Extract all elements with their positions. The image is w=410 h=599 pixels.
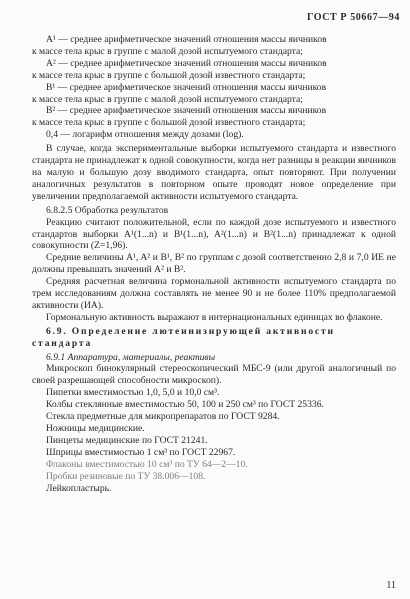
document-body [32,34,396,494]
item-vials: Флаконы вместимостью 10 см³ по ТУ 64—2—10. [46,458,248,470]
paragraph-positive-reaction: Реакцию считают положительной, если по каждой дозе испытуемого и известного стандартов выборки A¹(1...n) и B¹(1...n), A²(1...n) и B²(1...n) принадлежат к одной совокупности (Z=1,96). [32,216,396,252]
definition-b1-line1: B¹ — среднее арифметическое значений отношения массы яичников [46,81,327,93]
section-6825-heading: 6.8.2.5 Обработка результатов [46,204,169,216]
paragraph-repeat-experiment: В случае, когда экспериментальные выборки испытуемого стандарта и известного стандарта не принадлежат к одной совокупности, когда нет разницы в реакции яичников на малую и большую дозу вводимого стандарта, опыт повторяют. При получении аналогичных результатов в повторном опыте проводят новое определение при увеличении предполагаемой активности испытуемого стандарта. [32,143,396,202]
definition-log: 0,4 — логарифм отношения между дозами (log). [46,129,244,141]
paragraph-mean-values: Средние величины A¹, A² и B¹, B² по группам с дозой соответственно 2,8 и 7,0 ИЕ не должны превышать значений A² и B². [32,252,396,276]
definition-b2-line2: к массе тела крыс в группе с большой дозой известного стандарта; [32,117,306,129]
section-69-heading-cont: стандарта [32,337,93,349]
item-flasks: Колбы стеклянные вместимостью 50, 100 и 250 см³ по ГОСТ 25336. [46,399,324,411]
item-adhesive-plaster: Лейкопластырь. [46,482,112,494]
item-syringes: Шприцы вместимостью 1 см³ по ГОСТ 22967. [46,446,236,458]
section-691-heading: 6.9.1 Аппаратура, материалы, реактивы [46,351,216,363]
page-number: 11 [386,580,396,591]
item-slides: Стекла предметные для микропрепаратов по ГОСТ 9284. [46,411,280,423]
paragraph-units: Гормональную активность выражают в интернациональных единицах во флаконе. [46,311,383,323]
section-69-heading: 6.9. Определение лютеинизирующей активности [46,325,335,337]
definition-b2-line1: B² — среднее арифметическое значений отношения массы яичников [46,105,327,117]
paragraph-activity: Средняя расчетная величина гормональной активности испытуемого стандарта по трем исследованиям должна составлять не менее 90 и не более 110% предполагаемой активности (ИА). [32,276,396,311]
definition-a2-line1: A² — среднее арифметическое значений отношения массы яичников [46,57,327,69]
definition-a1-line1: A¹ — среднее арифметическое значений отношения массы яичников [46,34,327,45]
item-scissors: Ножницы медицинские. [46,423,145,434]
item-pipettes: Пипетки вместимостью 1,0, 5,0 и 10,0 см³. [46,387,220,399]
standard-header: ГОСТ Р 50667—94 [306,12,400,23]
definition-b1-line2: к массе тела крыс в группе с малой дозой испытуемого стандарта; [32,93,303,105]
item-stoppers: Пробки резиновые по ТУ 38.006—108. [46,470,206,482]
item-tweezers: Пинцеты медицинские по ГОСТ 21241. [46,434,208,446]
definition-a2-line2: к массе тела крыс в группе с большой дозой известного стандарта; [32,69,306,81]
paragraph-microscope: Микроскоп бинокулярный стереоскопический МБС-9 (или другой аналогичный по своей разрешающей способности микроскоп). [32,363,396,387]
definition-a1-line2: к массе тела крыс в группе с малой дозой испытуемого стандарта; [32,45,303,57]
